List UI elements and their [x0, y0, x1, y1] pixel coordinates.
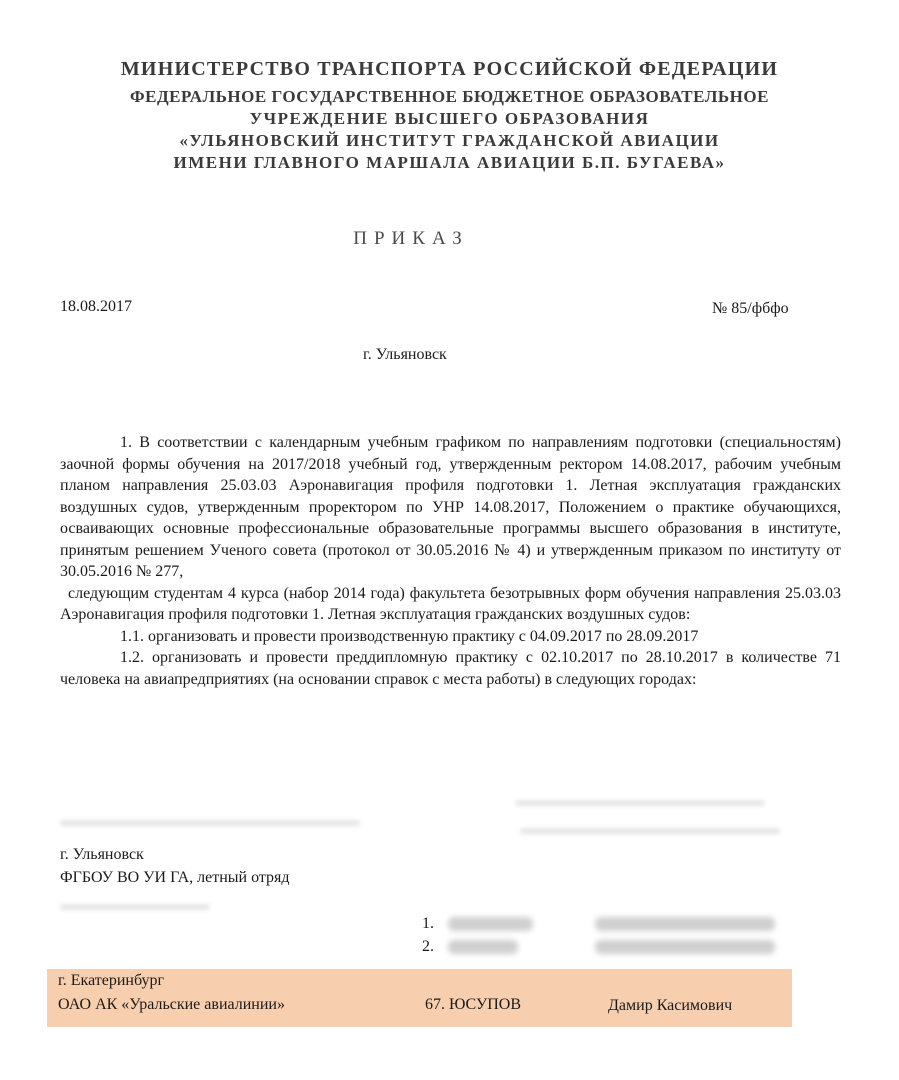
redacted-surname [448, 917, 533, 931]
section-city-ekaterinburg: г. Екатеринбург [58, 972, 165, 989]
city-of-issue: г. Ульяновск [363, 346, 447, 363]
paragraph-basis: 1. В соответствии с календарным учебным графиком по направлениям подготовки (специальностям) заочной формы обучения на 2017/2018 учебный год, утвержденным ректором 14.08.2017, рабочим учебным планом направления 25.03.03 Аэронавигация профиля подготовки 1. Летная эксплуатация гражданских воздушных судов, утвержденным проректором по УНР 14.08.2017, Положением о практике обучающихся, осваивающих основные профессиональные образовательные программы высшего образования в институте, принятым решением Ученого совета (протокол от 30.05.2016 № 4) и утвержденным приказом по институту от 30.05.2016 № 277, [60, 434, 841, 580]
student-given-name: Дамир Касимович [608, 997, 733, 1014]
order-number: № 85/фбфо [712, 300, 789, 317]
redacted-text [515, 800, 765, 806]
order-date: 18.08.2017 [60, 298, 132, 315]
redacted-text [520, 828, 780, 834]
paragraph-item-1-1: 1.1. организовать и провести производственную практику с 04.09.2017 по 28.09.2017 [120, 627, 699, 645]
ministry-header: МИНИСТЕРСТВО ТРАНСПОРТА РОССИЙСКОЙ ФЕДЕРАЦИИ [120, 58, 779, 80]
redacted-name [595, 917, 775, 931]
redacted-text [60, 820, 360, 826]
order-body [60, 432, 841, 690]
redacted-name [595, 940, 775, 954]
list-item-number: 2. [422, 938, 434, 955]
document-title: ПРИКАЗ [353, 228, 469, 249]
section-org-ulyanovsk: ФГБОУ ВО УИ ГА, летный отряд [60, 869, 290, 886]
section-city-ulyanovsk: г. Ульяновск [60, 846, 144, 863]
paragraph-students: следующим студентам 4 курса (набор 2014 года) факультета безотрывных форм обучения направления 25.03.03 Аэронавигация профиля подготовки 1. Летная эксплуатация гражданских воздушных судов: [60, 584, 841, 623]
redacted-text [60, 904, 210, 910]
redacted-surname [448, 940, 518, 954]
list-item-number: 1. [422, 915, 434, 932]
section-org-ekaterinburg: ОАО АК «Уральские авиалинии» [58, 996, 285, 1013]
institution-line-2: ФЕДЕРАЛЬНОЕ ГОСУДАРСТВЕННОЕ БЮДЖЕТНОЕ ОБРАЗОВАТЕЛЬНОЕ [130, 87, 769, 106]
paragraph-item-1-2: 1.2. организовать и провести преддипломную практику с 02.10.2017 по 28.10.2017 в количестве 71 человека на авиапредприятиях (на основании справок с места работы) в следующих городах: [60, 649, 841, 688]
institution-line-4: «УЛЬЯНОВСКИЙ ИНСТИТУТ ГРАЖДАНСКОЙ АВИАЦИИ [179, 131, 720, 150]
institution-line-5: ИМЕНИ ГЛАВНОГО МАРШАЛА АВИАЦИИ Б.П. БУГАЕВА» [173, 153, 726, 172]
student-number-surname: 67. ЮСУПОВ [425, 996, 522, 1013]
institution-line-3: УЧРЕЖДЕНИЕ ВЫСШЕГО ОБРАЗОВАНИЯ [249, 109, 650, 128]
